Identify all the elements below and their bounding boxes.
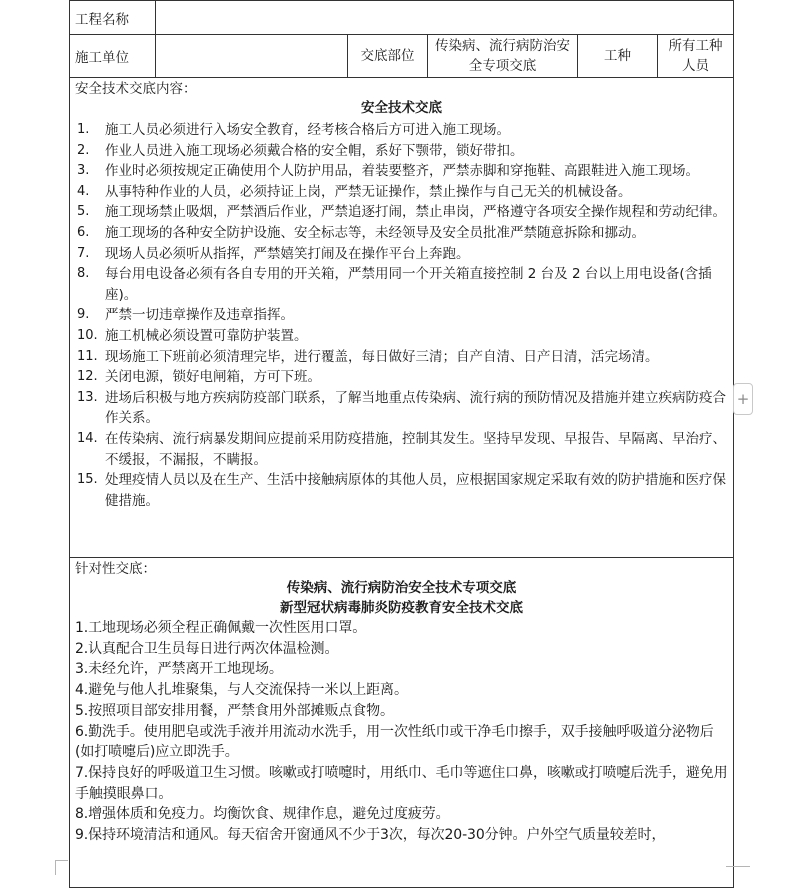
- targeted-content-label: 针对性交底：: [75, 561, 156, 577]
- page-corner-mark-right: [726, 866, 750, 881]
- safety-item: [75, 367, 728, 388]
- safety-item: [75, 264, 728, 305]
- construction-unit-label: 施工单位: [70, 35, 156, 78]
- construction-unit-value[interactable]: [156, 35, 348, 78]
- safety-item-text: 现场施工下班前必须清理完毕，进行覆盖，每日做好三清；自产自清、日产日清，活完场清。: [105, 348, 659, 365]
- safety-item-text: 关闭电源，锁好电闸箱，方可下班。: [105, 369, 321, 386]
- safety-item-text: 施工现场的各种安全防护设施、安全标志等，未经领导及安全员批准严禁随意拆除和挪动。: [105, 224, 645, 241]
- safety-item-number: 8.: [77, 266, 90, 282]
- safety-item-text: 现场人员必须听从指挥，严禁嬉笑打闹及在操作平台上奔跑。: [105, 245, 470, 262]
- safety-item-text: 进场后积极与地方疾病防疫部门联系，了解当地重点传染病、流行病的预防情况及措施并建立疾病防疫合作关系。: [105, 389, 726, 427]
- targeted-item: 8.增强体质和免疫力。均衡饮食、规律作息，避免过度疲劳。: [75, 806, 450, 823]
- targeted-title-1: 传染病、流行病防治安全技术专项交底: [286, 580, 517, 596]
- safety-item-number: 5.: [77, 204, 90, 220]
- targeted-item: 2.认真配合卫生员每日进行两次体温检测。: [75, 640, 339, 657]
- safety-item-text: 每台用电设备必须有各自专用的开关箱，严禁用同一个开关箱直接控制 2 台及 2 台以上用电设备(含插座)。: [105, 266, 712, 303]
- plus-icon: +: [736, 390, 750, 408]
- safety-item-number: 7.: [77, 245, 90, 261]
- safety-item: [75, 141, 728, 162]
- safety-item-list: [75, 120, 728, 511]
- safety-item: [75, 388, 728, 429]
- safety-item: [75, 429, 728, 470]
- safety-item: [75, 244, 728, 265]
- targeted-item: 3.未经允许，严禁离开工地现场。: [75, 661, 283, 678]
- project-name-value[interactable]: [156, 1, 734, 35]
- work-type-label: 工种: [578, 35, 658, 78]
- targeted-item: 4.避免与他人扎堆聚集，与人交流保持一米以上距离。: [75, 682, 408, 699]
- safety-item-number: 15.: [77, 472, 98, 488]
- safety-item: [75, 326, 728, 347]
- safety-item-text: 施工人员必须进行入场安全教育，经考核合格后方可进入施工现场。: [105, 122, 510, 138]
- safety-item-text: 施工现场禁止吸烟，严禁酒后作业，严禁追逐打闹，禁止串岗，严格遵守各项安全操作规程和劳动纪律。: [105, 204, 726, 221]
- safety-item: [75, 182, 728, 203]
- safety-item-text: 从事特种作业的人员，必须持证上岗，严禁无证操作，禁止操作与自己无关的机械设备。: [105, 183, 632, 200]
- handover-form-table: [69, 0, 734, 888]
- targeted-content-row: [70, 558, 734, 888]
- safety-content-cell: [70, 78, 734, 558]
- targeted-item: 5.按照项目部安排用餐，严禁食用外部摊贩点食物。: [75, 702, 394, 719]
- safety-item-number: 13.: [77, 389, 98, 405]
- safety-item: [75, 347, 728, 368]
- handover-location-value[interactable]: 传染病、流行病防治安全专项交底: [428, 35, 578, 78]
- safety-item: [75, 161, 728, 182]
- targeted-item: 9.保持环境清洁和通风。每天宿舍开窗通风不少于3次，每次20-30分钟。户外空气质量较差时，: [75, 827, 666, 844]
- project-name-label: 工程名称: [70, 1, 156, 35]
- safety-item-text: 作业人员进入施工现场必须戴合格的安全帽，系好下颚带，锁好带扣。: [105, 142, 524, 159]
- safety-item-number: 10.: [77, 327, 98, 343]
- safety-item-text: 在传染病、流行病暴发期间应提前采用防疫措施，控制其发生。坚持早发现、早报告、早隔离、早治疗、不缓报，不漏报，不瞒报。: [105, 430, 726, 468]
- add-row-button[interactable]: [733, 383, 753, 415]
- work-type-value[interactable]: 所有工种人员: [658, 35, 734, 78]
- targeted-item: 6.勤洗手。使用肥皂或洗手液并用流动水洗手，用一次性纸巾或干净毛巾擦手，双手接触呼吸道分泌物后(如打喷嚏后)应立即洗手。: [75, 723, 714, 761]
- unit-row: [70, 35, 734, 78]
- safety-item-number: 14.: [77, 430, 98, 446]
- safety-item: [75, 470, 728, 511]
- targeted-item-list: [75, 618, 728, 846]
- targeted-content-cell: [70, 558, 734, 888]
- safety-item-text: 处理疫情人员以及在生产、生活中接触病原体的其他人员，应根据国家规定采取有效的防护措施和医疗保健措施。: [105, 472, 726, 509]
- safety-item-number: 6.: [77, 224, 90, 240]
- project-name-row: [70, 1, 734, 35]
- safety-item: [75, 305, 728, 326]
- safety-item: [75, 202, 728, 223]
- page-corner-mark-left: [55, 860, 68, 875]
- handover-location-label: 交底部位: [348, 35, 428, 78]
- safety-content-label: 安全技术交底内容：: [75, 81, 197, 97]
- safety-item-number: 2.: [77, 142, 90, 158]
- safety-item-number: 12.: [77, 369, 98, 385]
- safety-item-number: 11.: [77, 348, 98, 364]
- safety-content-title: 安全技术交底: [361, 100, 443, 116]
- targeted-item: 7.保持良好的呼吸道卫生习惯。咳嗽或打喷嚏时，用纸巾、毛巾等遮住口鼻，咳嗽或打喷嚏后洗手，避免用手触摸眼鼻口。: [75, 764, 728, 802]
- safety-item-number: 1.: [77, 122, 90, 137]
- safety-item-text: 严禁一切违章操作及违章指挥。: [105, 307, 294, 324]
- targeted-title-2: 新型冠状病毒肺炎防疫教育安全技术交底: [280, 600, 524, 616]
- safety-item-number: 4.: [77, 183, 90, 199]
- safety-item-text: 施工机械必须设置可靠防护装置。: [105, 327, 308, 344]
- safety-item-number: 3.: [77, 163, 90, 179]
- targeted-item: 1.工地现场必须全程正确佩戴一次性医用口罩。: [75, 620, 367, 636]
- safety-item-number: 9.: [77, 307, 90, 323]
- safety-item: [75, 120, 728, 141]
- safety-item: [75, 223, 728, 244]
- safety-content-row: [70, 78, 734, 558]
- safety-item-text: 作业时必须按规定正确使用个人防护用品，着装要整齐，严禁赤脚和穿拖鞋、高跟鞋进入施工现场。: [105, 163, 699, 180]
